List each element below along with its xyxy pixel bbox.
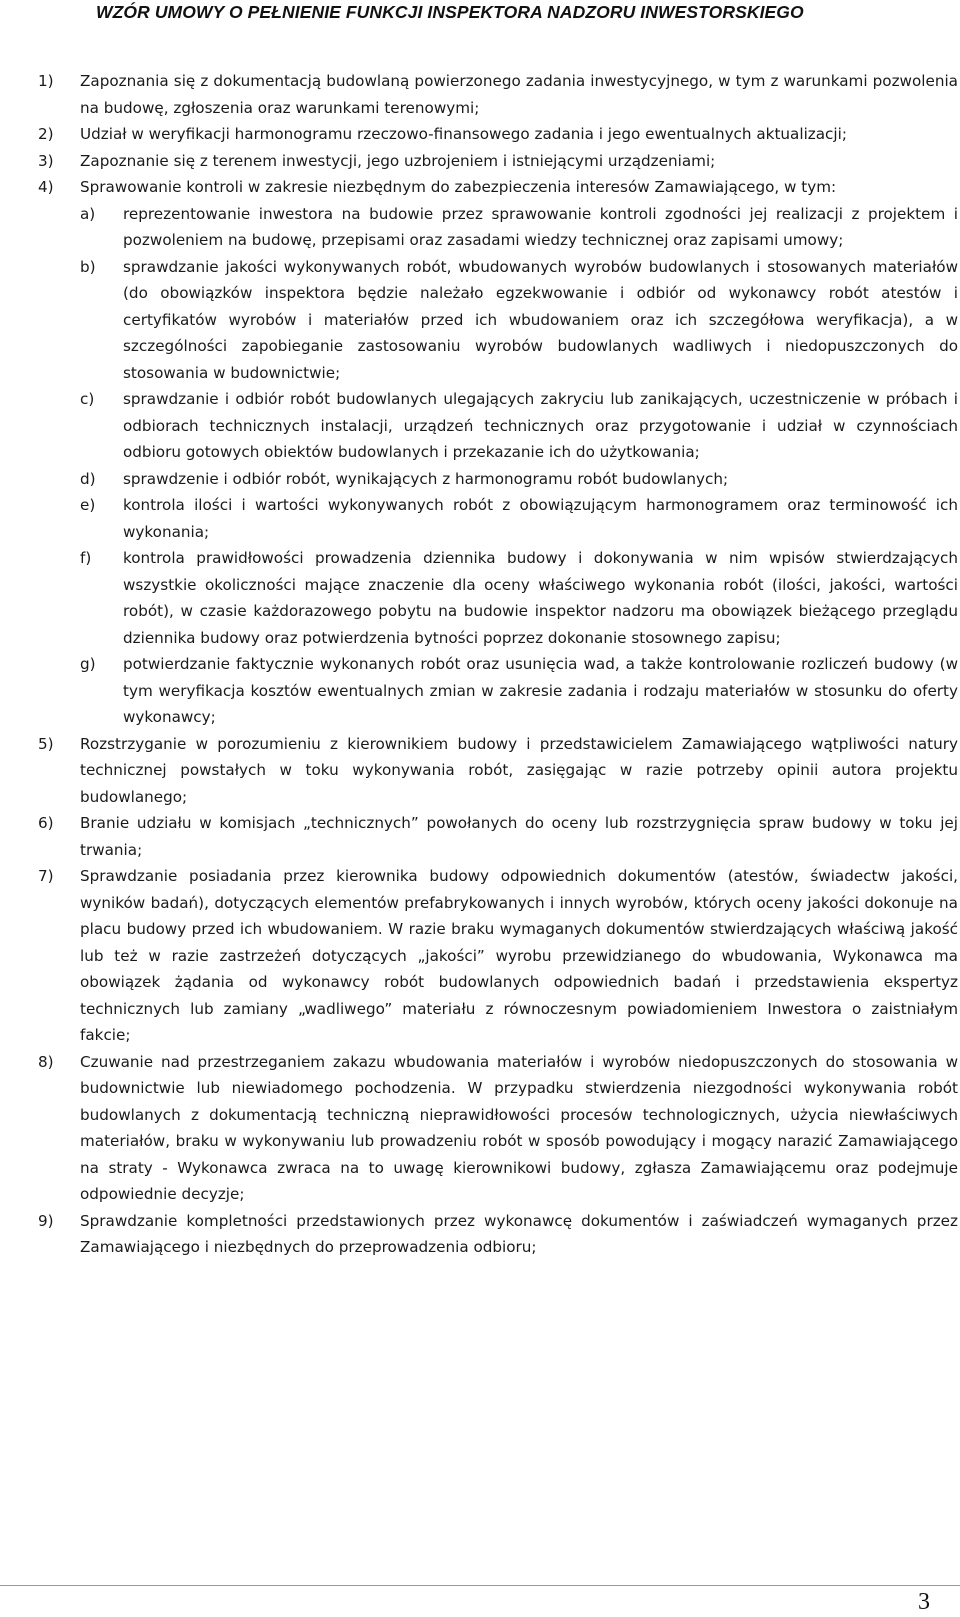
document-body (38, 68, 958, 1261)
item-text: Zapoznanie się z terenem inwestycji, jego uzbrojeniem i istniejącymi urządzeniami; (80, 151, 716, 170)
list-item (38, 863, 958, 1049)
item-text: Branie udziału w komisjach „technicznych” powołanych do oceny lub rozstrzygnięcia spraw budowy w toku jej trwania; (80, 814, 958, 859)
list-item (38, 810, 958, 863)
sub-list-item (38, 492, 958, 545)
item-number: 8) (38, 1052, 54, 1071)
item-number: 9) (38, 1211, 54, 1230)
item-number: 4) (38, 178, 54, 196)
list-item (38, 1208, 958, 1261)
sub-list-item (38, 545, 958, 651)
sub-item-letter: g) (80, 655, 96, 673)
item-number: 2) (38, 125, 54, 143)
sub-item-letter: e) (80, 496, 96, 514)
sub-item-text: sprawdzenie i odbiór robót, wynikających z harmonogramu robót budowlanych; (123, 469, 729, 488)
sub-item-letter: c) (80, 390, 95, 408)
item-number: 3) (38, 151, 54, 170)
document-header-title: WZÓR UMOWY O PEŁNIENIE FUNKCJI INSPEKTORA NADZORU INWESTORSKIEGO (96, 2, 804, 22)
item-number: 5) (38, 734, 54, 753)
item-number: 7) (38, 867, 54, 885)
item-text: Udział w weryfikacji harmonogramu rzeczowo-finansowego zadania i jego ewentualnych aktualizacji; (80, 125, 847, 143)
item-text: Sprawdzanie kompletności przedstawionych przez wykonawcę dokumentów i zaświadczeń wymaganych przez Zamawiającego i niezbędnych do przeprowadzenia odbioru; (80, 1211, 958, 1256)
list-item (38, 1049, 958, 1208)
item-number: 1) (38, 72, 54, 90)
list-item (38, 731, 958, 811)
sub-item-text: sprawdzanie i odbiór robót budowlanych ulegających zakryciu lub zanikających, uczestniczenie w próbach i odbiorach technicznych instalacji, urządzeń technicznych oraz przygotowanie i udział w czynnościach odbioru gotowych obiektów budowlanych i przekazanie ich do użytkowania; (123, 390, 958, 461)
sub-item-text: kontrola prawidłowości prowadzenia dziennika budowy i dokonywania w nim wpisów stwierdzających wszystkie okoliczności mające znaczenie dla oceny właściwego wykonania robót (ilości, jakości, wartości robót), w czasie każdorazowego pobytu na budowie inspektor nadzoru ma obowiązek bieżącego przeglądu dziennika budowy oraz potwierdzenia bytności poprzez dokonanie stosownego zapisu; (123, 549, 958, 647)
item-text: Sprawdzanie posiadania przez kierownika budowy odpowiednich dokumentów (atestów, świadectw jakości, wyników badań), dotyczących elementów prefabrykowanych i innych wyrobów, których oceny jakości dokonuje na placu budowy przed ich wbudowaniem. W razie braku wymaganych dokumentów stwierdzających właściwą jakość lub też w razie zastrzeżeń dotyczących „jakości” wyrobu przewidzianego do wbudowania, Wykonawca ma obowiązek żądania od wykonawcy robót budowlanych odpowiednich badań i przedstawienia ekspertyz technicznych lub zamiany „wadliwego” materiału z równoczesnym powiadomieniem Inwestora o zaistniałym fakcie; (80, 867, 958, 1044)
list-item (38, 68, 958, 121)
list-item (38, 121, 958, 148)
sub-list-item (38, 386, 958, 466)
item-text: Zapoznania się z dokumentacją budowlaną powierzonego zadania inwestycyjnego, w tym z warunkami pozwolenia na budowę, zgłoszenia oraz warunkami terenowymi; (80, 72, 958, 117)
list-item (38, 148, 958, 175)
sub-list-item (38, 254, 958, 387)
sub-item-letter: a) (80, 204, 96, 223)
sub-item-text: potwierdzanie faktycznie wykonanych robót oraz usunięcia wad, a także kontrolowanie rozliczeń budowy (w tym weryfikacja kosztów ewentualnych zmian w zakresie zadania i rodzaju materiałów w stosunku do oferty wykonawcy; (123, 655, 958, 726)
sub-item-text: kontrola ilości i wartości wykonywanych robót z obowiązującym harmonogramem oraz terminowość ich wykonania; (123, 496, 958, 541)
sub-item-letter: b) (80, 257, 96, 276)
item-number: 6) (38, 814, 54, 832)
sub-list-item (38, 466, 958, 493)
item-text: Sprawowanie kontroli w zakresie niezbędnym do zabezpieczenia interesów Zamawiającego, w tym: (80, 178, 837, 196)
list-item (38, 174, 958, 201)
sub-item-letter: d) (80, 469, 96, 488)
item-text: Czuwanie nad przestrzeganiem zakazu wbudowania materiałów i wyrobów niedopuszczonych do stosowania w budownictwie lub niewiadomego pochodzenia. W przypadku stwierdzenia niezgodności wykonywania robót budowlanych z dokumentacją techniczną nieprawidłowości procesów technologicznych, użycia niewłaściwych materiałów, braku w wykonywaniu lub prowadzeniu robót w sposób powodujący i mogący narazić Zamawiającego na straty - Wykonawca zwraca na to uwagę kierownikowi budowy, zgłasza Zamawiającemu oraz podejmuje odpowiednie decyzje; (80, 1052, 958, 1203)
sub-list-item (38, 201, 958, 254)
sub-item-text: reprezentowanie inwestora na budowie przez sprawowanie kontroli zgodności jej realizacji z projektem i pozwoleniem na budowę, przepisami oraz zasadami wiedzy technicznej oraz zapisami umowy; (123, 204, 958, 249)
item-text: Rozstrzyganie w porozumieniu z kierownikiem budowy i przedstawicielem Zamawiającego wątpliwości natury technicznej powstałych w toku wykonywania robót, zasięgając w razie potrzeby opinii autora projektu budowlanego; (80, 734, 958, 806)
footer-divider (0, 1585, 960, 1586)
sub-item-letter: f) (80, 549, 92, 567)
sub-list-item (38, 651, 958, 731)
sub-item-text: sprawdzanie jakości wykonywanych robót, wbudowanych wyrobów budowlanych i stosowanych materiałów (do obowiązków inspektora będzie należało egzekwowanie i odbiór od wykonawcy robót atestów i certyfikatów wyrobów i materiałów przed ich wbudowaniem oraz ich szczegółowa weryfikacja), a w szczególności zapobieganie zastosowaniu wyrobów budowlanych wadliwych i niedopuszczonych do stosowania w budownictwie; (123, 257, 958, 382)
page-number: 3 (918, 1589, 930, 1615)
